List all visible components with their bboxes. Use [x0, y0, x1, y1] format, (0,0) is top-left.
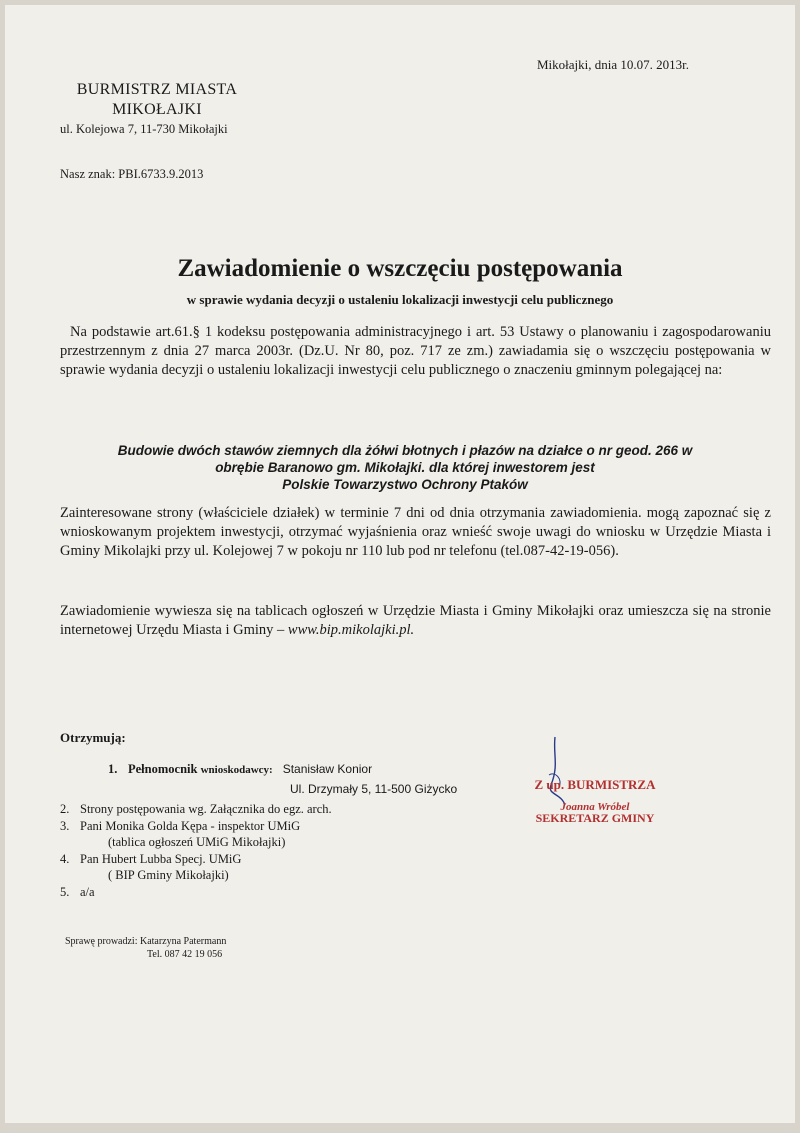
paragraph-legal-basis: Na podstawie art.61.§ 1 kodeksu postępowania administracyjnego i art. 53 Ustawy o planowaniu i zagospodarowaniu przestrzennym z dnia 27 marca 2003r. (Dz.U. Nr 80, poz. 717 ze zm.) zawiadamia się o wszczęciu postępowania w sprawie wydania decyzji o ustaleniu lokalizacji inwestycji celu publicznego o znaczeniu gminnym polegającej na: [60, 324, 771, 378]
item3-sub: (tablica ogłoszeń UMiG Mikołajki) [108, 835, 286, 849]
item1-label-a: Pełnomocnik [128, 762, 198, 776]
item1-name: Stanisław Konior [282, 762, 373, 776]
item1-address: Ul. Drzymały 5, 11-500 Giżycko [290, 781, 458, 796]
subject-line-3: Polskie Towarzystwo Ochrony Ptaków [282, 477, 528, 492]
item-number: 5. [60, 884, 70, 899]
item2-text: Strony postępowania wg. Załącznika do egz. arch. [80, 802, 332, 816]
subject-line-1: Budowie dwóch stawów ziemnych dla żółwi błotnych i płazów na działce o nr geod. 266 w [117, 443, 693, 458]
paragraph-interested-parties: Zainteresowane strony (właściciele działek) w terminie 7 dni od dnia otrzymania zawiadomienia. mogą zapoznać się z wnioskowanym projektem inwestycji, otrzymać wyjaśnienia oraz wnieść swoje uwagi do wniosku w Urzędzie Miasta i Gminy Mikolajki przy ul. Kolejowej 7 w pokoju nr 110 lub pod nr telefonu (tel.087-42-19-056). [60, 505, 771, 559]
item-number: 2. [60, 802, 70, 816]
list-item [60, 801, 540, 818]
list-item [60, 818, 540, 835]
item4-text: Pan Hubert Lubba Specj. UMiG [80, 851, 242, 866]
item4-sub: ( BIP Gminy Mikołajki) [108, 868, 229, 882]
subject-line-2: obrębie Baranowo gm. Mikołajki. dla której inwestorem jest [215, 460, 595, 475]
prepared-by-phone: Tel. 087 42 19 056 [147, 949, 223, 960]
publication-text: Zawiadomienie wywiesza się na tablicach ogłoszeń w Urzędzie Miasta i Gminy Mikołajki oraz umieszcza się na stronie internetowej Urzędu Miasta i Gminy – [60, 603, 771, 638]
stamp-line-1: Z up. BURMISTRZA [534, 777, 656, 792]
item-number: 4. [60, 851, 70, 866]
issuer-title: BURMISTRZ MIASTA [76, 81, 238, 98]
investment-subject [60, 442, 750, 493]
document-page [5, 5, 795, 1123]
item-number: 1. [108, 762, 118, 776]
issuer-block [57, 81, 257, 137]
reference-number: Nasz znak: PBI.6733.9.2013 [60, 167, 204, 181]
issuer-address: ul. Kolejowa 7, 11-730 Mikołajki [60, 122, 228, 136]
document-subtitle: w sprawie wydania decyzji o ustaleniu lokalizacji inwestycji celu publicznego [186, 292, 614, 307]
stamp-position: SEKRETARZ GMINY [535, 811, 655, 825]
recipients-list [60, 761, 540, 900]
list-item [60, 851, 540, 868]
paragraph-publication [60, 602, 771, 640]
recipients-heading: Otrzymują: [60, 730, 126, 745]
list-item [108, 761, 540, 779]
prepared-by [65, 935, 226, 961]
bip-link: www.bip.mikolajki.pl. [287, 622, 415, 638]
item5-text: a/a [80, 884, 95, 899]
item1-label-b: wnioskodawcy: [200, 764, 273, 776]
place-date: Mikołajki, dnia 10.07. 2013r. [537, 57, 690, 72]
prepared-by-name: Sprawę prowadzi: Katarzyna Patermann [65, 936, 227, 947]
stamp-signatory: Joanna Wróbel [560, 801, 630, 813]
issuer-city: MIKOŁAJKI [112, 101, 202, 118]
official-stamp [510, 777, 680, 826]
item-number: 3. [60, 818, 70, 833]
item3-text: Pani Monika Golda Kępa - inspektor UMiG [80, 818, 301, 833]
document-title: Zawiadomienie o wszczęciu postępowania [177, 255, 623, 282]
list-item [60, 884, 540, 901]
